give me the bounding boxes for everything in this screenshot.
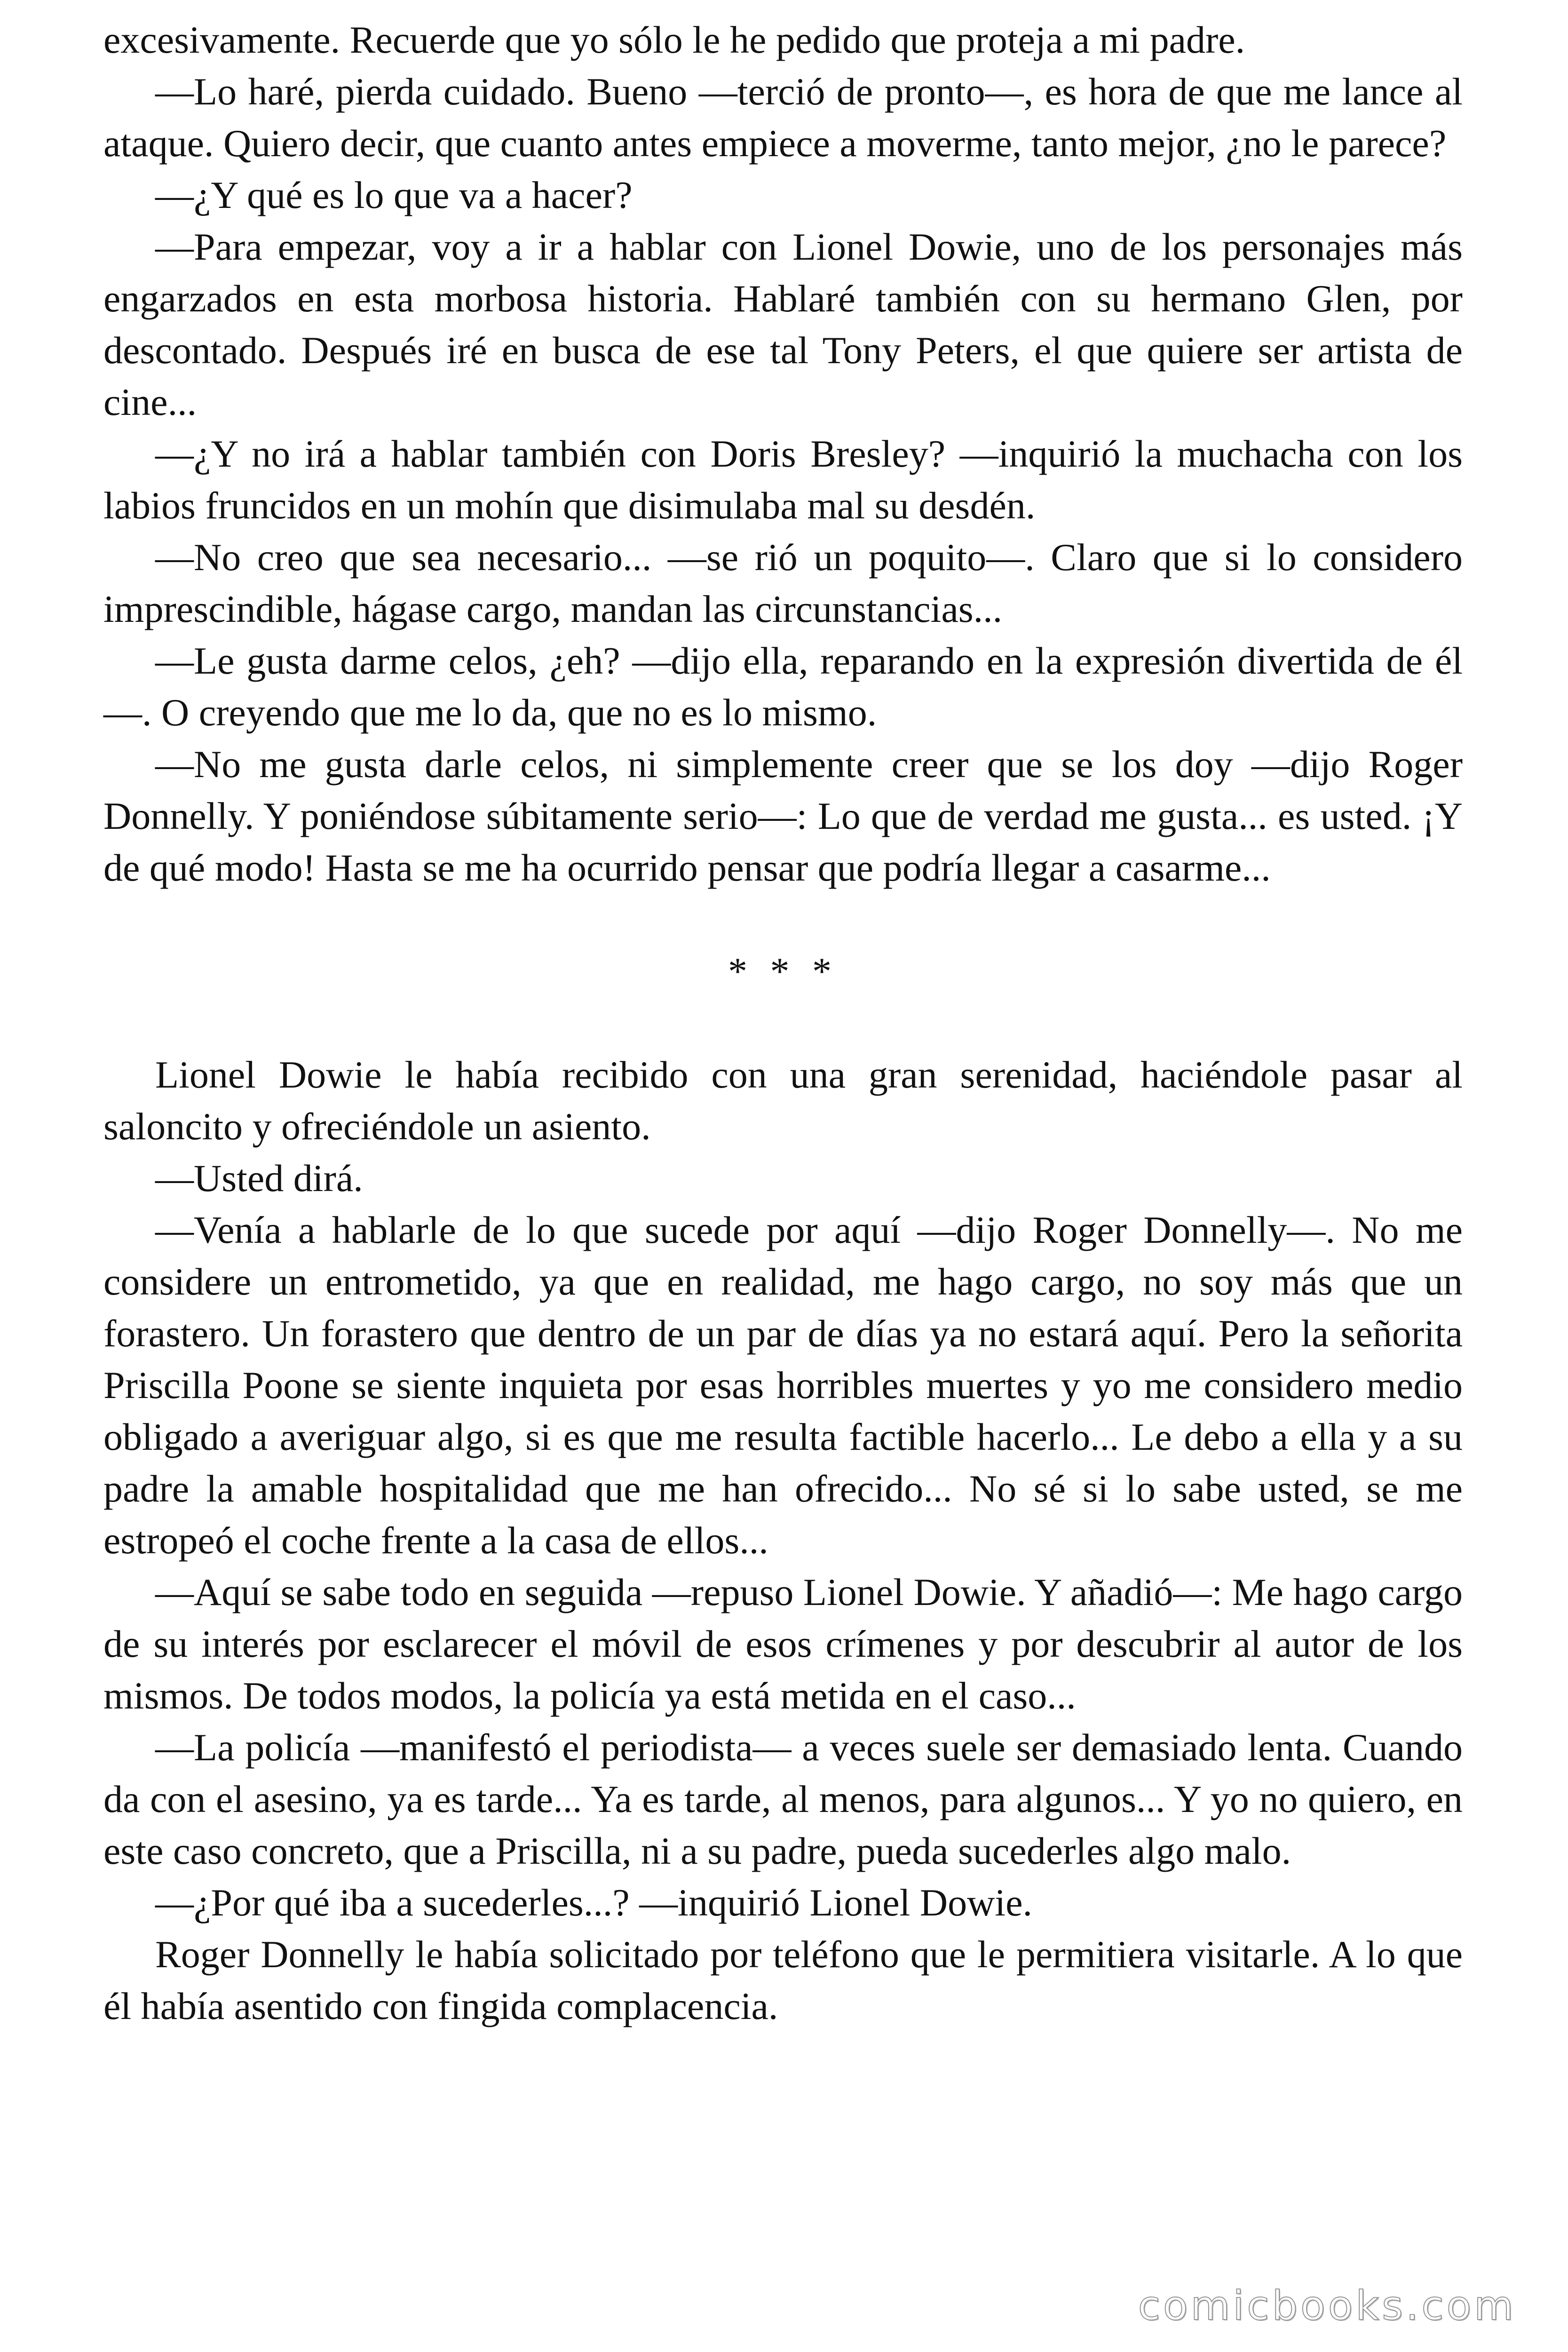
paragraph: —Lo haré, pierda cuidado. Bueno —terció de pronto—, es hora de que me lance al ataque. Quiero decir, que cuanto antes empiece a moverme, tanto mejor, ¿no le parece? [103, 70, 1463, 165]
paragraph: Lionel Dowie le había recibido con una gran serenidad, haciéndole pasar al saloncito y ofreciéndole un asiento. [103, 1053, 1463, 1148]
watermark-logo: comicbooks.com [1138, 2282, 1516, 2329]
paragraph: —Usted dirá. [155, 1157, 363, 1200]
section-separator: * * * [728, 950, 838, 993]
paragraph: —No creo que sea necesario... —se rió un poquito—. Claro que si lo considero imprescindible, hágase cargo, mandan las circunstancias... [103, 536, 1463, 630]
paragraph: —La policía —manifestó el periodista— a veces suele ser demasiado lenta. Cuando da con el asesino, ya es tarde... Ya es tarde, al menos, para algunos... Y yo no quiero, en este caso concreto, que a Priscilla, ni a su padre, pueda sucederles algo malo. [103, 1726, 1463, 1872]
paragraph: —¿Por qué iba a sucederles...? —inquirió Lionel Dowie. [155, 1881, 1032, 1924]
book-page [103, 14, 1463, 2032]
paragraph: excesivamente. Recuerde que yo sólo le he pedido que proteja a mi padre. [103, 18, 1245, 61]
paragraph: Roger Donnelly le había solicitado por teléfono que le permitiera visitarle. A lo que él había asentido con fingida complacencia. [103, 1933, 1463, 2027]
paragraph: —¿Y qué es lo que va a hacer? [155, 174, 633, 216]
paragraph: —Le gusta darme celos, ¿eh? —dijo ella, reparando en la expresión divertida de él—. O creyendo que me lo da, que no es lo mismo. [103, 639, 1463, 734]
paragraph: —Aquí se sabe todo en seguida —repuso Lionel Dowie. Y añadió—: Me hago cargo de su interés por esclarecer el móvil de esos crímenes y por descubrir al autor de los mismos. De todos modos, la policía ya está metida en el caso... [103, 1571, 1463, 1717]
paragraph: —Para empezar, voy a ir a hablar con Lionel Dowie, uno de los personajes más engarzados en esta morbosa historia. Hablaré también con su hermano Glen, por descontado. Después iré en busca de ese tal Tony Peters, el que quiere ser artista de cine... [103, 225, 1463, 423]
paragraph: —¿Y no irá a hablar también con Doris Bresley? —inquirió la muchacha con los labios fruncidos en un mohín que disimulaba mal su desdén. [103, 432, 1463, 527]
paragraph: —No me gusta darle celos, ni simplemente creer que se los doy —dijo Roger Donnelly. Y poniéndose súbitamente serio—: Lo que de verdad me gusta... es usted. ¡Y de qué modo! Hasta se me ha ocurrido pensar que podría llegar a casarme... [103, 743, 1463, 889]
paragraph: —Venía a hablarle de lo que sucede por aquí —dijo Roger Donnelly—. No me considere un entrometido, ya que en realidad, me hago cargo, no soy más que un forastero. Un forastero que dentro de un par de días ya no estará aquí. Pero la señorita Priscilla Poone se siente inquieta por esas horribles muertes y yo me considero medio obligado a averiguar algo, si es que me resulta factible hacerlo... Le debo a ella y a su padre la amable hospitalidad que me han ofrecido... No sé si lo sabe usted, se me estropeó el coche frente a la casa de ellos... [103, 1208, 1463, 1562]
